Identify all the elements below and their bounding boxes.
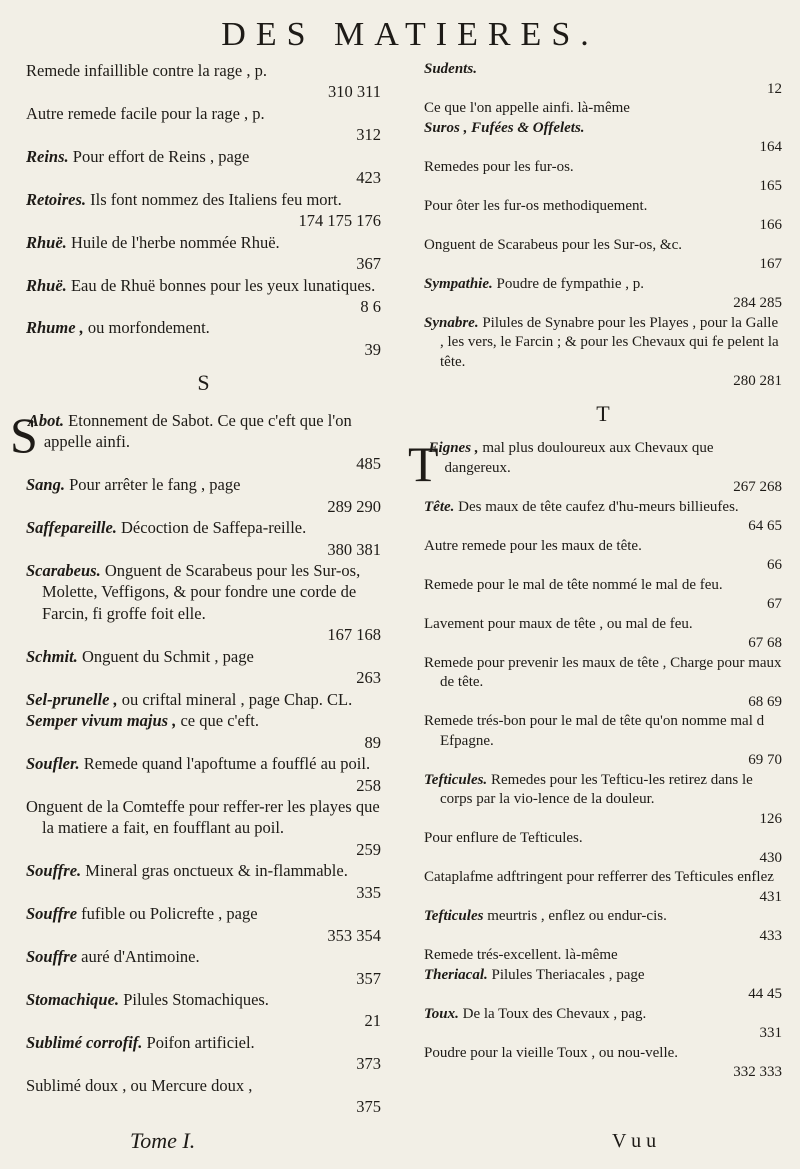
index-entry bbox=[26, 903, 381, 924]
entry-pages: 67 68 bbox=[748, 635, 782, 651]
entry-pages: 375 bbox=[356, 1097, 381, 1117]
entry-headword: Retoires. bbox=[26, 189, 91, 209]
entry-pages: 165 bbox=[759, 178, 782, 194]
index-entry bbox=[424, 119, 782, 139]
entry-text: Des maux de tête caufez d'hu-meurs billieufes. bbox=[458, 498, 739, 515]
entry-pages: 289 290 bbox=[327, 496, 381, 516]
entry-pages: 12 bbox=[767, 80, 782, 97]
index-entry bbox=[424, 946, 782, 966]
index-entry bbox=[26, 989, 381, 1010]
entry-pages: 39 bbox=[364, 339, 381, 359]
entry-text: Remede infaillible contre la rage , p. bbox=[26, 61, 267, 80]
index-entry bbox=[424, 197, 782, 217]
index-entry bbox=[424, 712, 782, 751]
entry-text: mal plus douloureux aux Chevaux que dangereux. bbox=[444, 440, 714, 476]
entry-text: Poudre de fympathie , p. bbox=[496, 275, 644, 292]
index-entry bbox=[26, 860, 381, 881]
drop-cap: S bbox=[10, 406, 38, 463]
entry-headword: Abot. bbox=[27, 410, 69, 430]
entry-pages: 174 175 176 bbox=[298, 211, 381, 231]
entry-headword: Sublimé corrofif. bbox=[26, 1032, 147, 1052]
entry-text: Pilules Theriacales , page bbox=[491, 966, 645, 983]
entry-headword: Soufler. bbox=[26, 754, 84, 774]
entry-text: auré d'Antimoine. bbox=[81, 947, 200, 967]
index-entry bbox=[424, 158, 782, 178]
index-entry bbox=[26, 60, 381, 81]
index-entry bbox=[424, 829, 782, 849]
entry-text: Pour enflure de Tefticules. bbox=[424, 830, 583, 846]
index-entry bbox=[424, 99, 782, 119]
entry-pages: 331 bbox=[759, 1025, 782, 1041]
entry-text: Remede pour prevenir les maux de tête , Charge pour maux de tête. bbox=[424, 654, 782, 690]
entry-text: Onguent de Scarabeus pour les Sur-os, &c. bbox=[424, 236, 682, 253]
entry-text: Sublimé doux , ou Mercure doux , bbox=[26, 1075, 253, 1095]
entry-text: Autre remede facile pour la rage , p. bbox=[26, 103, 265, 123]
section-letter-t: T bbox=[596, 400, 610, 426]
entry-headword: Synabre. bbox=[424, 314, 483, 331]
index-entry bbox=[26, 1075, 381, 1096]
entry-pages: 423 bbox=[356, 168, 381, 188]
entry-headword: Souffre bbox=[26, 947, 82, 967]
volume-label: Tome I. bbox=[130, 1128, 196, 1153]
entry-text: Huile de l'herbe nommée Rhuë. bbox=[70, 232, 280, 252]
index-entry bbox=[424, 615, 782, 635]
index-entry bbox=[424, 654, 782, 693]
entry-headword: Schmit. bbox=[26, 646, 82, 666]
index-entry bbox=[26, 753, 381, 774]
entry-headword: Sympathie. bbox=[424, 275, 497, 292]
entry-pages: 8 6 bbox=[360, 296, 381, 316]
index-entry bbox=[424, 771, 782, 810]
entry-text: Cataplafme adftringent pour refferrer des Tefticules enflez bbox=[424, 869, 774, 885]
entry-text: Ce que l'on appelle ainfi. là-même bbox=[424, 100, 630, 116]
entry-text: Remedes pour les fur-os. bbox=[424, 158, 574, 175]
entry-pages: 44 45 bbox=[748, 986, 782, 1002]
entry-pages: 485 bbox=[356, 453, 381, 473]
entry-text: Onguent du Schmit , page bbox=[81, 646, 254, 666]
entry-pages: 367 bbox=[356, 254, 381, 274]
entry-pages: 68 69 bbox=[748, 693, 782, 710]
index-entry bbox=[26, 946, 381, 967]
entry-pages: 66 bbox=[767, 557, 782, 573]
entry-text: Décoction de Saffepa-reille. bbox=[121, 518, 307, 538]
entry-text: De la Toux des Chevaux , pag. bbox=[462, 1005, 647, 1022]
index-entry bbox=[26, 474, 381, 495]
entry-pages: 284 285 bbox=[733, 295, 782, 311]
entry-pages: 258 bbox=[356, 775, 381, 795]
entry-pages: 89 bbox=[364, 732, 381, 752]
index-entry bbox=[26, 317, 381, 338]
entry-text: Pour arrêter le fang , page bbox=[69, 475, 241, 495]
index-entry bbox=[424, 275, 782, 295]
entry-headword: Tefticules bbox=[424, 908, 488, 924]
index-entry bbox=[424, 314, 782, 373]
entry-text: ou morfondement. bbox=[87, 318, 210, 338]
index-entry bbox=[26, 146, 381, 167]
entry-headword: Rhuë. bbox=[26, 232, 71, 252]
index-entry bbox=[26, 689, 381, 710]
entry-headword: Semper vivum majus , bbox=[26, 711, 181, 731]
section-letter-s: S bbox=[197, 370, 210, 396]
entry-pages: 263 bbox=[356, 668, 381, 688]
entry-text: Poifon artificiel. bbox=[146, 1032, 255, 1052]
index-entry bbox=[424, 966, 782, 986]
entry-headword: Sudents. bbox=[424, 61, 477, 77]
entry-text: Poudre pour la vieille Toux , ou nou-velle. bbox=[424, 1044, 679, 1061]
entry-text: meurtris , enflez ou endur-cis. bbox=[487, 908, 667, 924]
entry-pages: 332 333 bbox=[733, 1064, 782, 1080]
entry-headword: Rhume , bbox=[26, 318, 88, 338]
index-entry bbox=[424, 868, 782, 888]
entry-headword: Saffepareille. bbox=[26, 518, 122, 538]
index-entry bbox=[424, 236, 782, 256]
entry-pages: 280 281 bbox=[733, 373, 782, 389]
entry-pages: 335 bbox=[356, 882, 381, 902]
left-entries-after bbox=[10, 406, 381, 1118]
entry-pages: 357 bbox=[356, 968, 381, 988]
entry-pages: 164 bbox=[759, 139, 782, 155]
entry-pages: 167 bbox=[759, 256, 782, 272]
index-entry bbox=[26, 232, 381, 253]
entry-pages: 312 bbox=[356, 125, 381, 145]
entry-text: Pour effort de Reins , page bbox=[72, 146, 250, 166]
page-header: DES MATIERES. bbox=[221, 16, 599, 53]
entry-text: Mineral gras onctueux & in-flammable. bbox=[85, 861, 348, 881]
index-entry bbox=[26, 646, 381, 667]
entry-text: Autre remede pour les maux de tête. bbox=[424, 537, 642, 554]
entry-headword: Souffre bbox=[26, 904, 82, 924]
entry-headword: Tête. bbox=[424, 498, 459, 515]
index-entry bbox=[424, 576, 782, 596]
entry-text: Ils font nommez des Italiens feu mort. bbox=[90, 189, 342, 209]
entry-headword: Reins. bbox=[26, 146, 73, 166]
entry-pages: 380 381 bbox=[327, 539, 381, 559]
entry-text: Remedes pour les Tefticu-les retirez dans le corps par la vio-lence de la douleur. bbox=[440, 771, 753, 807]
drop-cap: T bbox=[408, 436, 439, 492]
right-column bbox=[408, 60, 782, 1083]
entry-pages: 353 354 bbox=[327, 925, 381, 945]
entry-pages: 433 bbox=[759, 927, 782, 944]
left-column bbox=[10, 60, 381, 1118]
index-entry bbox=[26, 710, 381, 731]
entry-headword: Sel-prunelle , bbox=[26, 689, 122, 709]
entry-headword: Toux. bbox=[424, 1005, 463, 1022]
entry-pages: 166 bbox=[759, 217, 782, 233]
entry-pages: 126 bbox=[759, 810, 782, 827]
left-entries-before bbox=[26, 60, 381, 360]
entry-headword: Rhuë. bbox=[26, 275, 71, 295]
entry-pages: 167 168 bbox=[327, 625, 381, 645]
entry-headword: Eignes , bbox=[428, 440, 483, 456]
entry-text: Lavement pour maux de tête , ou mal de feu. bbox=[424, 615, 693, 632]
entry-text: Onguent de la Comteffe pour reffer-rer les playes que la matiere a fait, en foufflant au poil. bbox=[26, 796, 380, 838]
entry-headword: Theriacal. bbox=[424, 966, 492, 983]
right-entries-after bbox=[408, 436, 782, 1083]
entry-pages: 373 bbox=[356, 1054, 381, 1074]
right-entries-before bbox=[424, 60, 782, 392]
entry-text: Onguent de Scarabeus pour les Sur-os, Molette, Veffigons, & pour fondre une corde de Farcin, fi groffe foit elle. bbox=[42, 560, 361, 623]
index-entry bbox=[424, 1005, 782, 1025]
entry-text: Etonnement de Sabot. Ce que c'eft que l'on appelle ainfi. bbox=[43, 410, 352, 452]
index-entry bbox=[26, 560, 381, 624]
index-entry bbox=[424, 907, 782, 927]
entry-pages: 67 bbox=[767, 596, 782, 612]
index-entry bbox=[424, 1044, 782, 1064]
entry-text: fufible ou Policrefte , page bbox=[81, 904, 258, 924]
entry-text: Remede trés-excellent. là-même bbox=[424, 947, 618, 963]
index-entry bbox=[26, 275, 381, 296]
entry-text: Remede quand l'apoftume a foufflé au poil. bbox=[83, 754, 371, 774]
entry-pages: 431 bbox=[759, 888, 782, 905]
entry-pages: 430 bbox=[759, 849, 782, 866]
entry-pages: 21 bbox=[364, 1011, 381, 1031]
index-entry bbox=[424, 498, 782, 518]
entry-headword: Stomachique. bbox=[26, 990, 124, 1010]
index-entry bbox=[26, 796, 381, 839]
index-entry bbox=[424, 537, 782, 557]
entry-pages: 267 268 bbox=[733, 479, 782, 495]
entry-text: Eau de Rhuë bonnes pour les yeux lunatiques. bbox=[70, 275, 376, 295]
index-entry bbox=[424, 60, 782, 80]
entry-headword: Sang. bbox=[26, 475, 70, 495]
entry-text: Remede trés-bon pour le mal de tête qu'on nomme mal d Efpagne. bbox=[424, 713, 765, 749]
entry-text: Pilules de Synabre pour les Playes , pour la Galle , les vers, le Farcin ; & pour les Chevaux qui fe pelent la tête. bbox=[440, 314, 779, 370]
entry-text: Remede pour le mal de tête nommé le mal de feu. bbox=[424, 576, 723, 593]
index-entry bbox=[26, 189, 381, 210]
entry-text: ce que c'eft. bbox=[180, 711, 260, 731]
entry-pages: 69 70 bbox=[748, 752, 782, 768]
entry-text: Pour ôter les fur-os methodiquement. bbox=[424, 197, 648, 214]
entry-headword: Tefticules. bbox=[424, 771, 491, 788]
entry-headword: Scarabeus. bbox=[26, 560, 105, 580]
entry-text: ou criftal mineral , page Chap. CL. bbox=[121, 689, 353, 709]
index-entry bbox=[26, 103, 381, 124]
catchword: V u u bbox=[612, 1130, 657, 1152]
entry-text: Pilules Stomachiques. bbox=[123, 990, 269, 1010]
entry-pages: 64 65 bbox=[748, 518, 782, 534]
index-entry bbox=[26, 1032, 381, 1053]
entry-headword: Souffre. bbox=[26, 861, 86, 881]
entry-pages: 259 bbox=[356, 839, 381, 859]
entry-headword: Suros , Fufées & Offelets. bbox=[424, 119, 585, 136]
index-entry bbox=[26, 517, 381, 538]
entry-pages: 310 311 bbox=[327, 82, 381, 102]
